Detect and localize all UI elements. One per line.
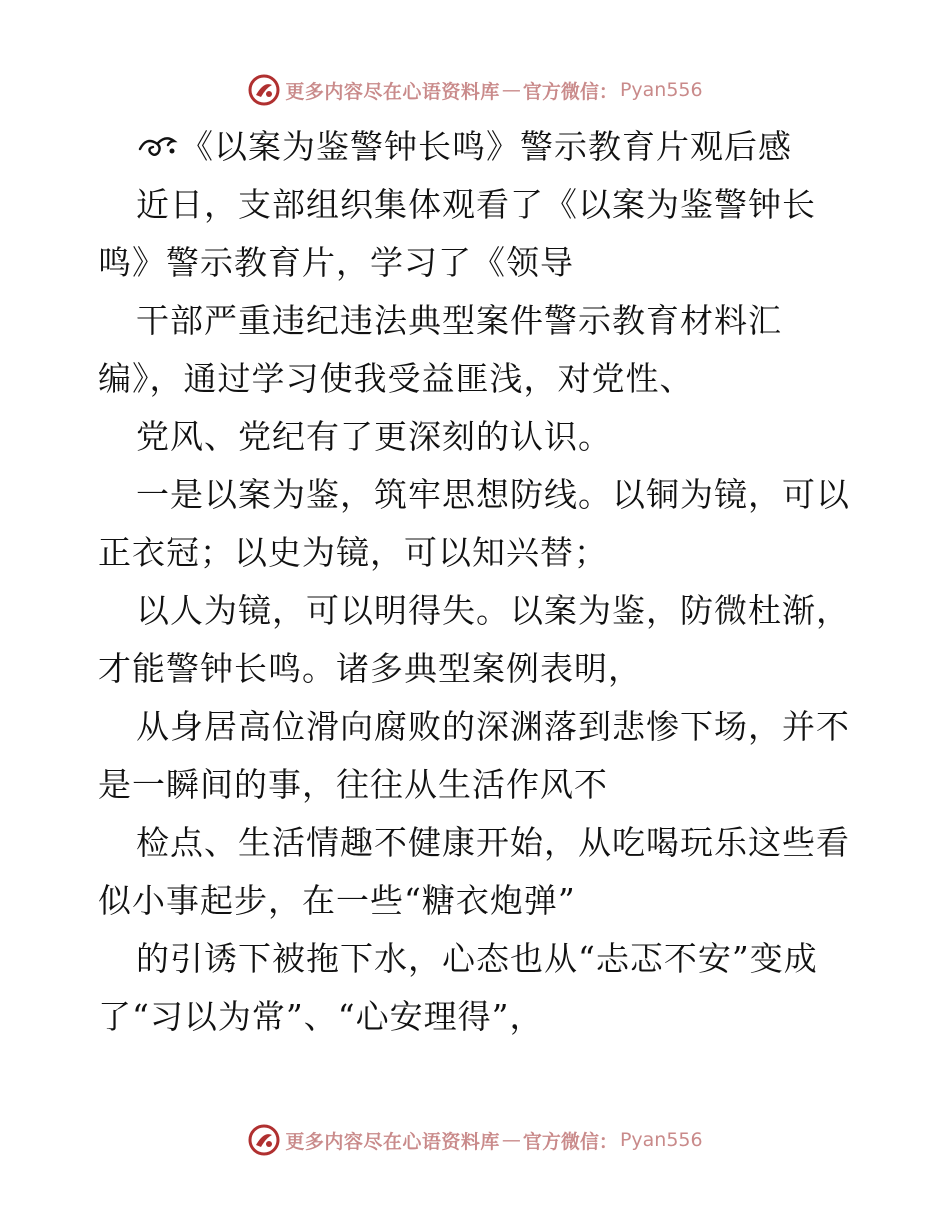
paragraph-line: 干部严重违纪违法典型案件警示教育材料汇 [136, 301, 782, 340]
paragraph-line: 近日，支部组织集体观看了《以案为鉴警钟长 [136, 185, 816, 224]
paragraph-line: 以人为镜，可以明得失。以案为鉴，防微杜渐， [136, 591, 850, 630]
banner-wechat-id: Pyan556 [619, 1129, 703, 1151]
red-circle-logo-icon [247, 73, 281, 107]
document-title-text: 《以案为鉴警钟长鸣》警示教育片观后感 [180, 127, 792, 166]
banner-wechat-label: 官方微信： [522, 80, 618, 103]
banner-text: 更多内容尽在心语资料库 [285, 80, 500, 103]
paragraph-line: 的引诱下被拖下水，心态也从“忐忑不安”变成 [136, 939, 818, 978]
document-title [98, 118, 858, 176]
paragraph-line: 从身居高位滑向腐败的深渊落到悲惨下场，并不 [136, 707, 850, 746]
banner-wechat-label: 官方微信： [522, 1130, 618, 1153]
paragraph-line: 鸣》警示教育片，学习了《领导 [98, 243, 574, 282]
header-banner [0, 70, 950, 110]
ornament-swirl-icon [136, 131, 178, 161]
paragraph-line: 编》，通过学习使我受益匪浅，对党性、 [98, 359, 694, 398]
paragraph-line: 似小事起步，在一些“糖衣炮弹” [98, 881, 576, 920]
banner-dash: — [501, 79, 521, 101]
paragraph-line: 才能警钟长鸣。诸多典型案例表明， [98, 649, 642, 688]
red-circle-logo-icon [247, 1123, 281, 1157]
paragraph-line: 是一瞬间的事，往往从生活作风不 [98, 765, 608, 804]
banner-dash: — [501, 1129, 521, 1151]
banner-wechat-id: Pyan556 [619, 79, 703, 101]
footer-banner [0, 1120, 950, 1160]
paragraph-line: 检点、生活情趣不健康开始，从吃喝玩乐这些看 [136, 823, 850, 862]
banner-text: 更多内容尽在心语资料库 [285, 1130, 500, 1153]
document-body [98, 118, 858, 1046]
paragraph-line: 党风、党纪有了更深刻的认识。 [136, 417, 612, 456]
paragraph-line: 了“习以为常”、“心安理得”， [98, 997, 544, 1036]
paragraph-line: 正衣冠；以史为镜，可以知兴替； [98, 533, 608, 572]
paragraph-line: 一是以案为鉴，筑牢思想防线。以铜为镜，可以 [136, 475, 850, 514]
